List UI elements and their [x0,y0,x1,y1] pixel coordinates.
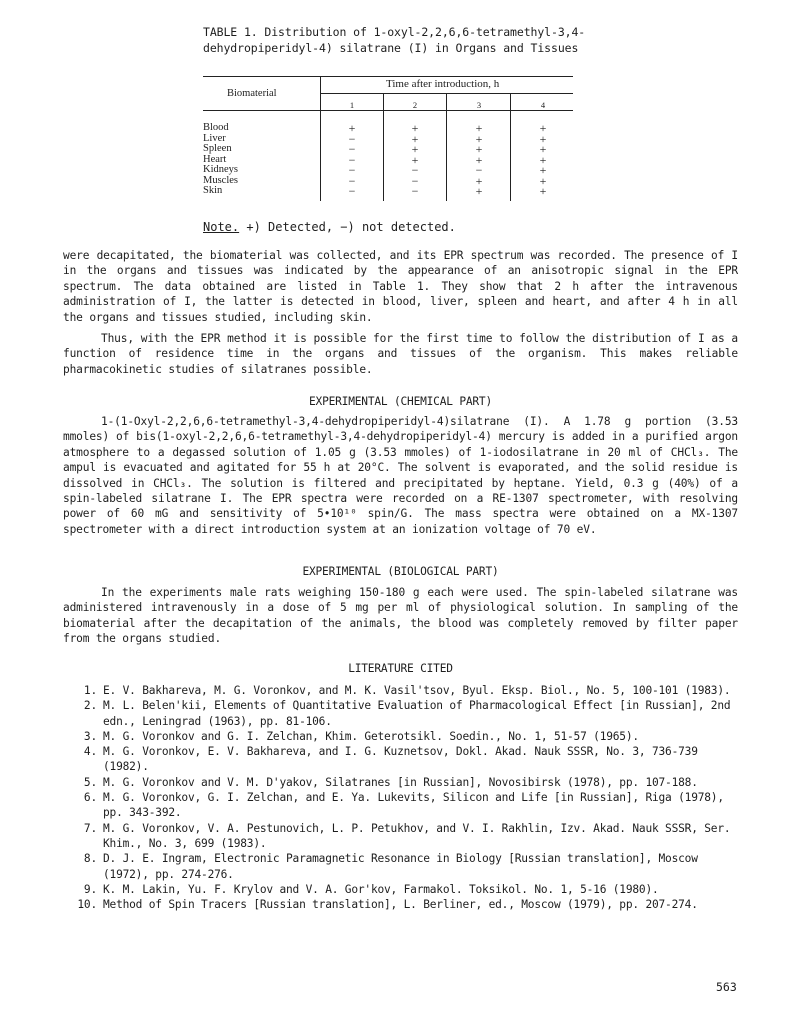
table-cell: − [348,131,356,146]
paragraph-conclusion: Thus, with the EPR method it is possible for the first time to follow the distribution of I as a function of residence time in the organs and tissues of the organism. This makes reliable pharmacokinetic studies of silatranes possible. [63,332,738,376]
reference-item [63,897,743,912]
column-header-3: 3 [476,100,482,110]
table-cell: − [411,184,419,198]
reference-text: D. J. E. Ingram, Electronic Paramagnetic Resonance in Biology [Russian translation], Moscow (1972), pp. 274-276. [103,852,698,881]
reference-number: 5. [83,775,97,789]
heading-biological-part: EXPERIMENTAL (BIOLOGICAL PART) [302,565,499,578]
table-cell: + [475,173,483,188]
table-top-rule [203,76,573,77]
reference-text: M. G. Voronkov, E. V. Bakhareva, and I. G. Kuznetsov, Dokl. Akad. Nauk SSSR, No. 3, 736-739 (1982). [103,745,698,774]
table-cell: + [411,121,419,135]
column-header-1: 1 [349,100,355,110]
reference-item [63,683,743,698]
row-label: Kidneys [203,164,238,175]
reference-item [63,882,743,897]
table-cell: − [348,152,356,167]
reference-text: M. L. Belen'kii, Elements of Quantitative Evaluation of Pharmacological Effect [in Russian], 2nd edn., Leningrad (1963), pp. 81-106. [103,699,731,728]
note-label: Note. [203,220,240,234]
column-group-header: Time after introduction, h [386,78,500,90]
reference-number: 2. [83,699,97,713]
reference-number: 3. [83,729,97,743]
row-label: Blood [203,122,229,133]
reference-text: M. G. Voronkov, V. A. Pestunovich, L. P. Petukhov, and V. I. Rakhlin, Izv. Akad. Nauk SSSR, Ser. Khim., No. 3, 699 (1983). [103,821,731,850]
table-cell: − [348,173,356,188]
reference-number: 4. [83,745,97,759]
reference-item [63,775,743,790]
table-cell: − [411,163,419,177]
column-rule [446,93,447,201]
table-cell: + [539,184,547,198]
row-label: Skin [203,185,223,196]
table-note [203,219,456,235]
column-rule [383,93,384,201]
paragraph-chemical: 1-(1-Oxyl-2,2,6,6-tetramethyl-3,4-dehydropiperidyl-4)silatrane (I). A 1.78 g portion (3.53 mmoles) of bis(1-oxyl-2,2,6,6-tetramethyl-3,4-dehydropiperidyl-4) mercury is added in a purified argon atmosphere to a degassed solution of 1.05 g (3.53 mmoles) of 1-iodosilatrane in 20 ml of CHCl₃. The ampul is evacuated and agitated for 55 h at 20°C. The solvent is evaporated, and the solid residue is dissolved in CHCl₃. The solution is filtered and precipitated by heptane. Yield, 0.3 g (40%) of a spin-labeled silatrane I. The EPR spectra were recorded on a RE-1307 spectrometer, with resolving power of 60 mG and sensitivity of 5•10¹⁰ spin/G. The mass spectra were obtained on a MX-1307 spectrometer with a direct introduction system at an ionization voltage of 70 eV. [63,415,738,536]
reference-item [63,744,743,775]
table-cell: − [475,163,483,177]
reference-item [63,790,743,821]
row-label: Muscles [203,174,238,186]
table-cell: + [475,184,483,198]
reference-text: E. V. Bakhareva, M. G. Voronkov, and M. K. Vasil'tsov, Byul. Eksp. Biol., No. 5, 100-101 (1983). [103,684,731,697]
column-3-values [469,123,489,197]
table-cell: + [411,152,419,167]
table-caption: TABLE 1. Distribution of 1-oxyl-2,2,6,6-tetramethyl-3,4-dehydropiperidyl-4) silatrane (I) in Organs and Tissues [203,25,586,55]
column-header-2: 2 [412,100,418,110]
heading-chemical-part: EXPERIMENTAL (CHEMICAL PART) [309,395,492,408]
reference-number: 7. [83,821,97,835]
column-2-values [405,123,425,197]
reference-item [63,698,743,729]
column-4-values [533,123,553,197]
table-cell: + [475,131,483,146]
reference-number: 9. [83,882,97,896]
table-cell: + [539,173,547,188]
reference-text: M. G. Voronkov and V. M. D'yakov, Silatranes [in Russian], Novosibirsk (1978), pp. 107-188. [103,775,698,789]
reference-number: 1. [83,684,97,697]
row-label: Heart [203,153,227,165]
reference-number: 6. [83,791,97,805]
row-header: Biomaterial [227,88,277,99]
reference-list [63,683,743,912]
column-1-values [342,123,362,197]
table-cell: + [411,131,419,146]
table-cell: + [539,131,547,146]
paragraph-biological: In the experiments male rats weighing 150-180 g each were used. The spin-labeled silatrane was administered intravenously in a dose of 5 mg per ml of physiological solution. In sampling of the biomaterial after the decapitation of the animals, the blood was completely removed by filter paper from the organs studied. [63,586,738,646]
table-cell: − [348,142,356,156]
body-vertical-rule [320,110,321,201]
table-cell: + [475,142,483,156]
table-cell: + [539,163,547,177]
note-text: +) Detected, −) not detected. [239,220,456,234]
reference-item [63,851,743,882]
reference-item [63,729,743,744]
column-header-4: 4 [540,100,546,110]
reference-text: K. M. Lakin, Yu. F. Krylov and V. A. Gor'kov, Farmakol. Toksikol. No. 1, 5-16 (1980). [103,882,659,896]
row-label: Liver [203,132,226,144]
distribution-table [203,76,573,206]
table-cell: + [539,152,547,167]
table-cell: + [475,121,483,135]
page-number: 563 [716,980,737,994]
reference-text: M. G. Voronkov and G. I. Zelchan, Khim. Geterotsikl. Soedin., No. 1, 51-57 (1965). [103,729,639,743]
table-cell: + [348,121,356,135]
table-cell: + [539,121,547,135]
reference-text: Method of Spin Tracers [Russian translation], L. Berliner, ed., Moscow (1979), pp. 207-274. [103,898,698,912]
reference-item [63,821,743,852]
row-label: Spleen [203,143,232,154]
table-cell: + [539,142,547,156]
row-labels [203,123,238,197]
paragraph-results: were decapitated, the biomaterial was collected, and its EPR spectrum was recorded. The presence of I in the organs and tissues was indicated by the appearance of an anisotropic signal in the EPR spectrum. The data obtained are listed in Table 1. They show that 2 h after the intravenous administration of I, the latter is detected in blood, liver, spleen and heart, and after 4 h in all the organs and tissues studied, including skin. [63,249,738,324]
table-cell: − [348,163,356,177]
table-cell: − [411,173,419,188]
table-header-rule [203,110,573,111]
table-cell: + [411,142,419,156]
table-cell: − [348,184,356,198]
reference-number: 8. [83,852,97,866]
reference-number: 10. [77,898,97,912]
table-cell: + [475,152,483,167]
column-rule [510,93,511,201]
reference-text: M. G. Voronkov, G. I. Zelchan, and E. Ya. Lukevits, Silicon and Life [in Russian], Riga (1978), pp. 343-392. [103,791,724,820]
heading-literature-cited: LITERATURE CITED [348,662,453,675]
